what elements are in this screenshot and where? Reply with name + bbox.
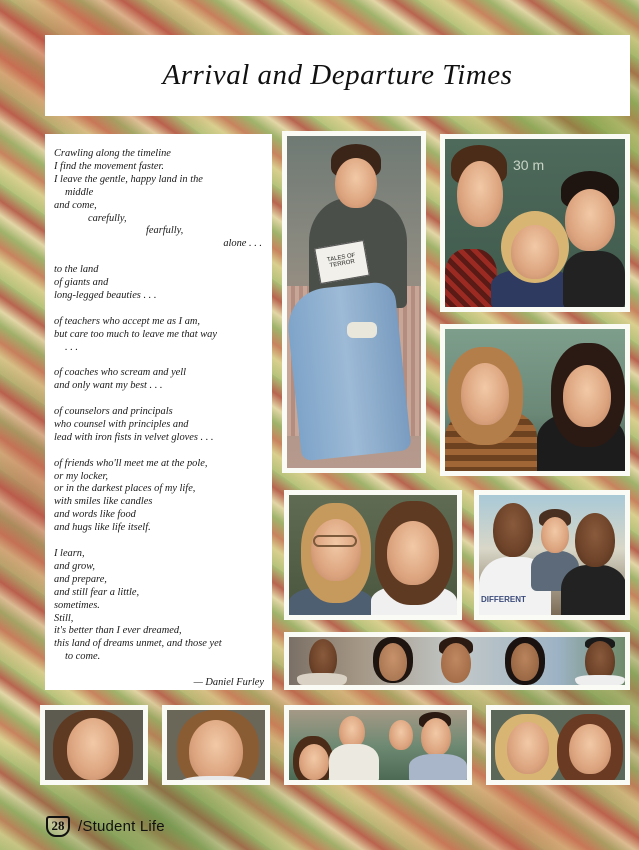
tshirt-text: DIFFERENT — [481, 595, 526, 604]
poem-stanza — [54, 406, 264, 445]
photo-two-girls — [440, 324, 630, 476]
page-title: Arrival and Departure Times — [162, 59, 513, 91]
poem-stanza — [54, 548, 264, 664]
poem-line: Still, — [54, 612, 74, 624]
poem-line: I learn, — [54, 548, 85, 559]
chalkboard-text: 30 m — [513, 157, 545, 173]
photo-girls-glasses — [284, 490, 462, 620]
poem-line: and hugs like life itself. — [54, 522, 151, 534]
poem-line: and still fear a little, — [54, 586, 140, 598]
poem-line: of giants and — [54, 277, 109, 289]
poem-line: sometimes. — [54, 599, 100, 611]
poem-line: and prepare, — [54, 573, 107, 585]
poem-line: and words like food — [54, 509, 136, 521]
poem-line: but care too much to leave me that way — [54, 328, 217, 340]
poem-line: of teachers who accept me as I am, — [54, 315, 201, 327]
photo-cafeteria-group — [284, 705, 472, 785]
poem-stanza — [54, 148, 264, 251]
photo-teacher-students — [440, 134, 630, 312]
poem-stanza — [54, 316, 264, 355]
poem-line: carefully, — [88, 212, 127, 224]
poem-stanza — [54, 367, 264, 393]
photo-girl-smiling-left — [40, 705, 148, 785]
poem-line: and grow, — [54, 560, 95, 572]
photo-group-strip — [284, 632, 630, 690]
poem-line: Crawling along the timeline — [54, 148, 171, 159]
poem-line: I find the movement faster. — [54, 160, 164, 172]
poem-line: to the land — [54, 264, 99, 276]
poem-line: or in the darkest places of my life, — [54, 483, 196, 495]
poem-line: it's better than I ever dreamed, — [54, 625, 182, 637]
poem-stanza — [54, 458, 264, 535]
photo-girl-smiling-right — [162, 705, 270, 785]
poem-line: of coaches who scream and yell — [54, 367, 187, 379]
poem-panel — [45, 134, 272, 690]
page-footer — [46, 815, 165, 837]
poem-text — [54, 148, 264, 664]
poem-line: middle — [65, 186, 94, 198]
poem-stanza — [54, 264, 264, 303]
poem-line: fearfully, — [146, 225, 184, 237]
photo-boy-reading — [282, 131, 426, 473]
title-banner — [45, 35, 630, 116]
poem-line: of friends who'll meet me at the pole, — [54, 457, 208, 469]
poem-line: alone . . . — [223, 238, 262, 250]
page-number-badge — [46, 816, 70, 837]
poem-line: with smiles like candles — [54, 496, 153, 508]
poem-line: who counsel with principles and — [54, 418, 189, 430]
photo-two-girls-bottom — [486, 705, 630, 785]
poem-line: and come, — [54, 199, 97, 211]
poem-line: or my locker, — [54, 470, 108, 482]
poem-line: to come. — [65, 651, 101, 663]
page-number: 28 — [51, 818, 65, 833]
poem-line: . . . — [65, 341, 78, 353]
poem-line: of counselors and principals — [54, 406, 173, 418]
section-label: /Student Life — [78, 817, 165, 835]
photo-three-boys — [474, 490, 630, 620]
poem-line: and only want my best . . . — [54, 380, 163, 392]
poem-line: this land of dreams unmet, and those yet — [54, 638, 222, 650]
poem-line: lead with iron fists in velvet gloves . . . — [54, 431, 214, 443]
poem-line: long-legged beauties . . . — [54, 289, 157, 301]
poem-signature: — Daniel Furley — [193, 677, 264, 689]
book-cover-text: TALES OF TERROR — [326, 252, 356, 270]
poem-line: I leave the gentle, happy land in the — [54, 173, 203, 185]
